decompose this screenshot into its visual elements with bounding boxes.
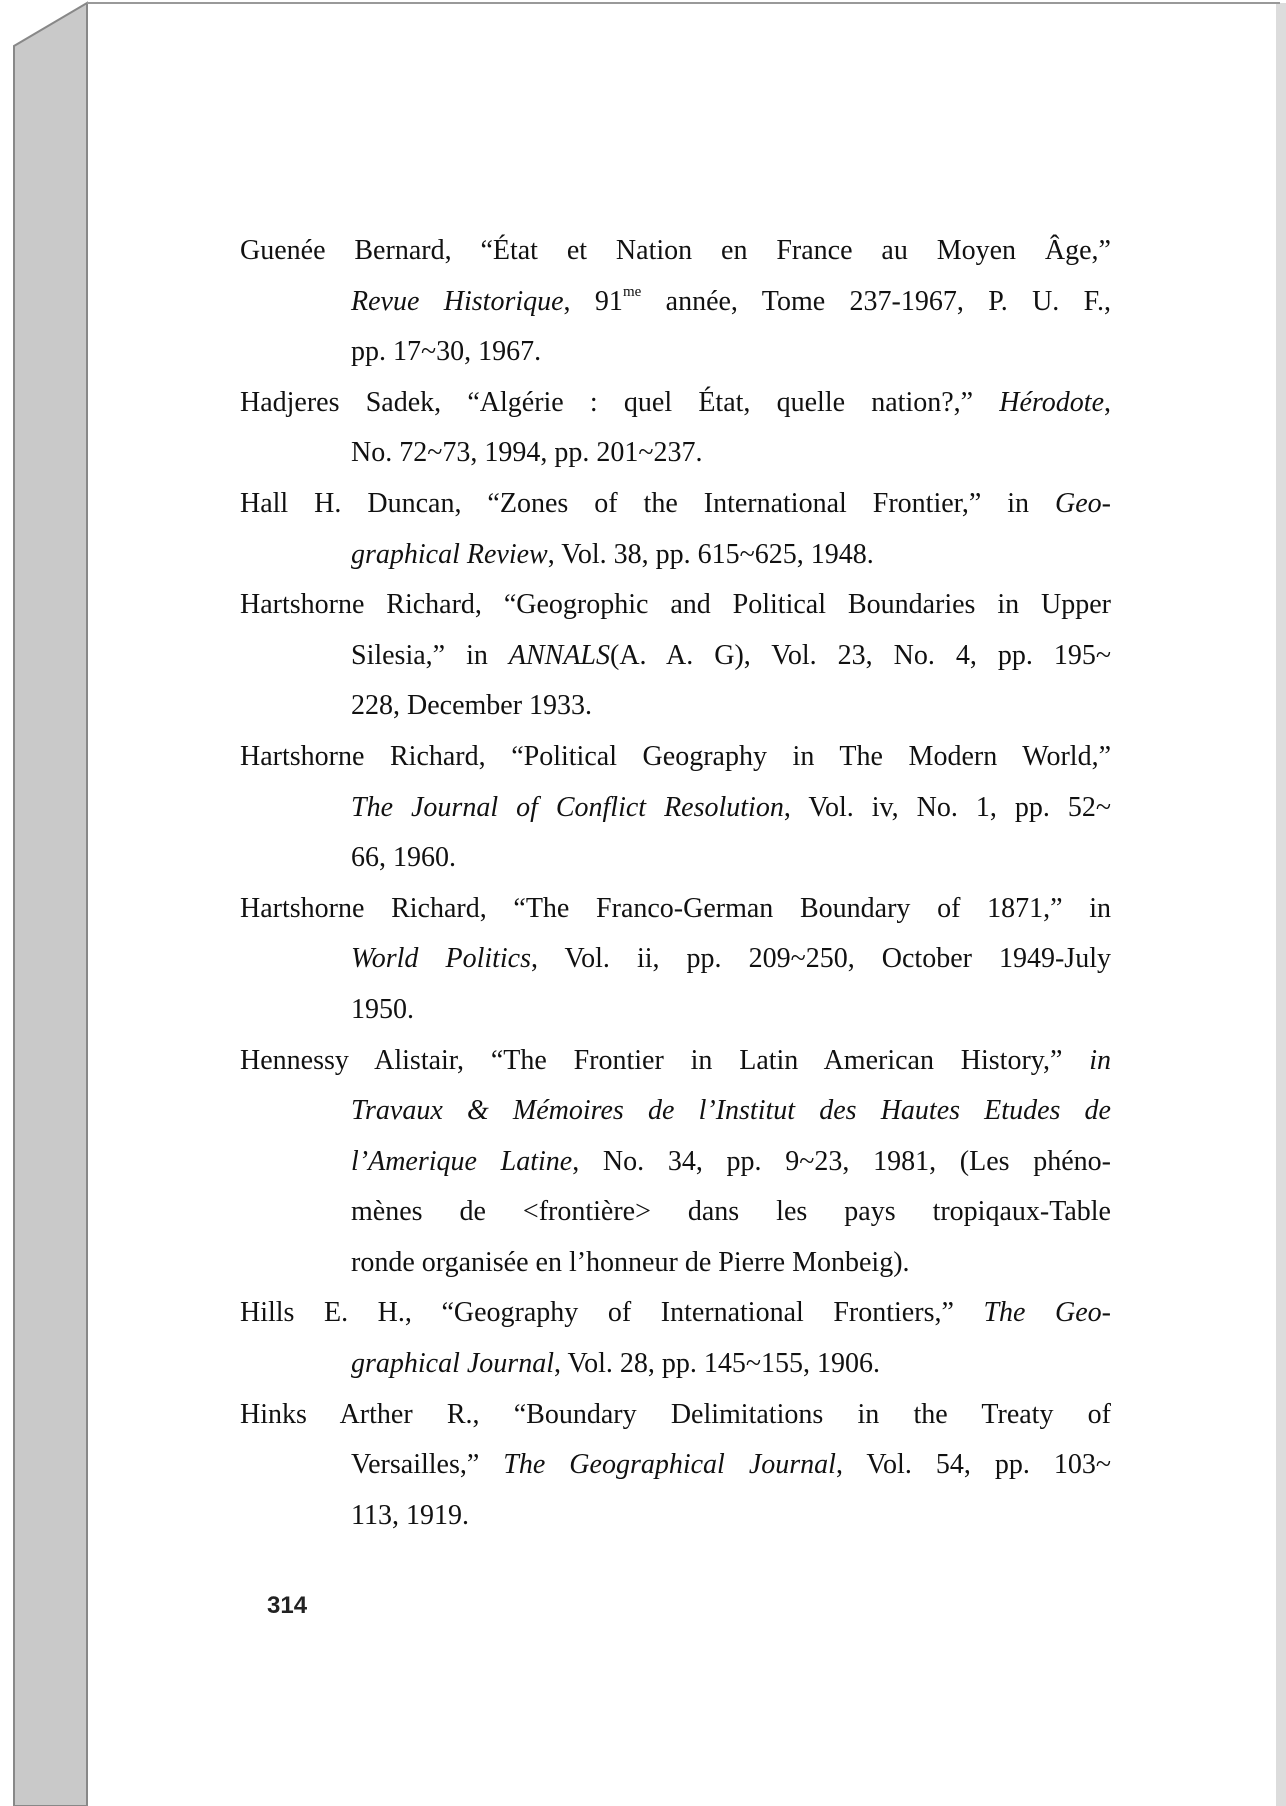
entry-line — [240, 226, 1111, 277]
superscript: me — [622, 283, 642, 300]
text-segment: Hartshorne Richard, “The Franco-German Boundary of 1871,” in — [240, 892, 1111, 924]
entry-line — [240, 1086, 1111, 1137]
entry-line — [240, 1187, 1111, 1238]
entry-line — [240, 580, 1111, 631]
text-segment: Hartshorne Richard, “Geogrophic and Political Boundaries in Upper — [240, 589, 1111, 621]
entry-line — [240, 934, 1111, 985]
text-segment: , 91 — [563, 285, 623, 317]
entry-line — [240, 884, 1111, 935]
italic-title: The Geographical Journal — [503, 1449, 836, 1481]
entry-line — [240, 479, 1111, 530]
entry-line — [240, 1440, 1111, 1491]
text-segment: No. 72~73, 1994, pp. 201~237. — [351, 437, 703, 469]
italic-title: graphical Review — [351, 538, 548, 570]
text-segment: année, Tome 237-1967, P. U. F., — [641, 285, 1112, 317]
italic-title: World Politics — [351, 943, 532, 975]
text-segment: Hall H. Duncan, “Zones of the International Frontier,” in — [240, 487, 1056, 519]
bibliography-entry — [240, 226, 1111, 378]
entry-line — [240, 1288, 1111, 1339]
italic-title: The Journal of Conflict Resolution — [351, 791, 784, 823]
bibliography-entry — [240, 479, 1111, 580]
text-segment: , Vol. ii, pp. 209~250, October 1949-July — [531, 943, 1111, 975]
entry-line — [240, 1390, 1111, 1441]
text-segment: , No. 34, pp. 9~23, 1981, (Les phéno- — [572, 1145, 1111, 1177]
text-segment: Hinks Arther R., “Boundary Delimitations in the Treaty of — [240, 1398, 1111, 1430]
entry-line — [240, 681, 1111, 732]
text-segment: Hadjeres Sadek, “Algérie : quel État, quelle nation?,” — [240, 386, 1000, 418]
entry-line — [240, 1036, 1111, 1087]
entry-line — [240, 1238, 1111, 1289]
entry-line — [240, 428, 1111, 479]
text-segment: Hills E. H., “Geography of International Frontiers,” — [240, 1297, 984, 1329]
bibliography-entry — [240, 378, 1111, 479]
text-segment: mènes de <frontière> dans les pays tropiqaux-Table — [351, 1196, 1111, 1228]
text-segment: Hartshorne Richard, “Political Geography in The Modern World,” — [240, 740, 1111, 772]
text-segment: 113, 1919. — [351, 1499, 469, 1531]
text-segment: , Vol. 38, pp. 615~625, 1948. — [547, 538, 874, 570]
bibliography-list — [240, 226, 1111, 1541]
entry-line — [240, 985, 1111, 1036]
italic-title: graphical Journal — [351, 1348, 554, 1380]
book-spine — [14, 3, 87, 1806]
text-segment: , — [1104, 386, 1111, 418]
text-segment: , Vol. 28, pp. 145~155, 1906. — [554, 1348, 881, 1380]
bibliography-entry — [240, 1390, 1111, 1542]
bibliography-entry — [240, 1036, 1111, 1289]
entry-line — [240, 1339, 1111, 1390]
bibliography-entry — [240, 580, 1111, 732]
italic-title: in — [1089, 1044, 1111, 1076]
text-segment: 66, 1960. — [351, 842, 456, 874]
bibliography-entry — [240, 1288, 1111, 1389]
entry-line — [240, 327, 1111, 378]
text-segment: Versailles,” — [351, 1449, 504, 1481]
text-segment: Silesia,” in — [351, 639, 509, 671]
entry-line — [240, 277, 1111, 328]
text-segment: Guenée Bernard, “État et Nation en France au Moyen Âge,” — [240, 235, 1111, 266]
italic-title: Travaux & Mémoires de l’Institut des Hautes Etudes de — [351, 1095, 1111, 1127]
bibliography-entry — [240, 732, 1111, 884]
italic-title: Hérodote — [999, 386, 1104, 418]
entry-line — [240, 378, 1111, 429]
italic-title: Geo- — [1055, 487, 1111, 519]
page-shadow — [1276, 3, 1286, 1806]
italic-title: l’Amerique Latine — [351, 1145, 573, 1177]
entry-line — [240, 1491, 1111, 1542]
entry-line — [240, 732, 1111, 783]
text-segment: Hennessy Alistair, “The Frontier in Latin American History,” — [240, 1044, 1090, 1076]
bibliography-entry — [240, 884, 1111, 1036]
text-segment: ronde organisée en l’honneur de Pierre Monbeig). — [351, 1246, 910, 1278]
text-segment: , Vol. 54, pp. 103~ — [835, 1449, 1111, 1481]
entry-line — [240, 1137, 1111, 1188]
text-segment: pp. 17~30, 1967. — [351, 336, 542, 368]
text-segment: 228, December 1933. — [351, 690, 593, 722]
text-segment: 1950. — [351, 993, 414, 1025]
italic-title: ANNALS — [508, 639, 611, 671]
text-segment: , Vol. iv, No. 1, pp. 52~ — [783, 791, 1112, 823]
italic-title: The Geo- — [983, 1297, 1111, 1329]
italic-title: Revue Historique — [351, 285, 564, 317]
entry-line — [240, 833, 1111, 884]
entry-line — [240, 783, 1111, 834]
entry-line — [240, 631, 1111, 682]
page-number: 314 — [267, 1592, 308, 1619]
entry-line — [240, 530, 1111, 581]
text-segment: (A. A. G), Vol. 23, No. 4, pp. 195~ — [610, 639, 1111, 671]
